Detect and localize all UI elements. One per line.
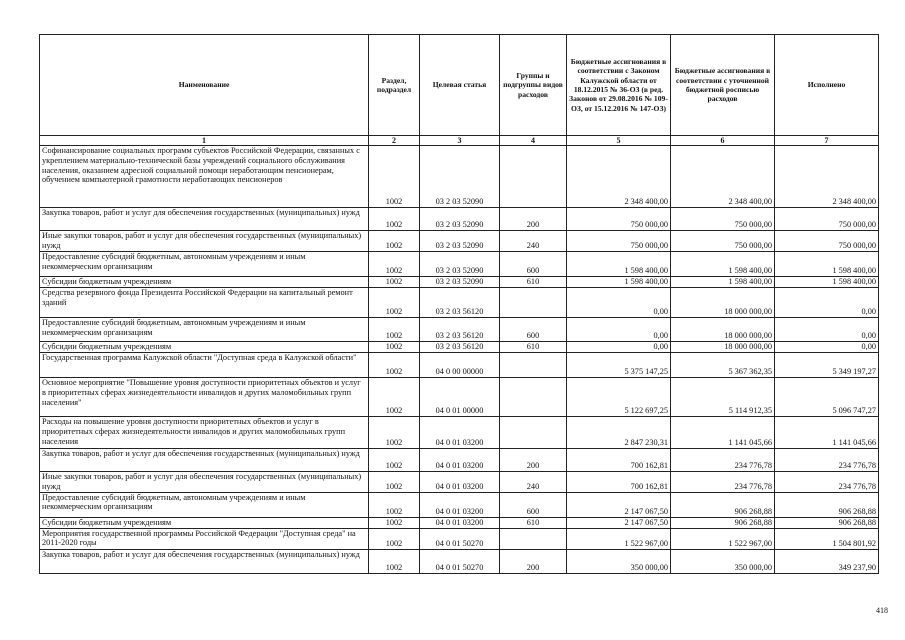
header-target-article: Целевая статья [420, 35, 500, 136]
row-law-amount: 0,00 [567, 342, 671, 353]
row-law-amount: 2 348 400,00 [567, 146, 671, 208]
table-row [40, 549, 879, 573]
row-target-code: 04 0 01 03200 [420, 492, 500, 517]
budget-execution-table [39, 34, 879, 574]
table-row [40, 208, 879, 231]
row-executed-amount: 1 141 045,66 [775, 417, 879, 449]
row-refined-amount: 1 141 045,66 [671, 417, 775, 449]
table-row [40, 342, 879, 353]
row-expense-group: 610 [500, 517, 567, 528]
header-section: Раздел, подраздел [369, 35, 420, 136]
row-executed-amount: 0,00 [775, 318, 879, 342]
row-section: 1002 [369, 231, 420, 252]
row-refined-amount: 5 114 912,35 [671, 378, 775, 417]
row-refined-amount: 234 776,78 [671, 472, 775, 493]
column-number: 6 [671, 136, 775, 146]
table-row [40, 146, 879, 208]
row-executed-amount: 234 776,78 [775, 449, 879, 472]
table-row [40, 449, 879, 472]
row-name: Закупка товаров, работ и услуг для обеспечения государственных (муниципальных) нужд [40, 549, 369, 573]
column-number: 1 [40, 136, 369, 146]
table-row [40, 252, 879, 277]
header-expense-groups: Группы и подгруппы видов расходов [500, 35, 567, 136]
row-name: Иные закупки товаров, работ и услуг для обеспечения государственных (муниципальных) нужд [40, 231, 369, 252]
row-refined-amount: 350 000,00 [671, 549, 775, 573]
row-section: 1002 [369, 342, 420, 353]
row-expense-group [500, 146, 567, 208]
row-section: 1002 [369, 549, 420, 573]
table-row [40, 277, 879, 288]
row-target-code: 03 2 03 52090 [420, 231, 500, 252]
row-law-amount: 2 147 067,50 [567, 517, 671, 528]
row-target-code: 03 2 03 52090 [420, 208, 500, 231]
row-executed-amount: 234 776,78 [775, 472, 879, 493]
row-refined-amount: 18 000 000,00 [671, 318, 775, 342]
row-expense-group: 200 [500, 208, 567, 231]
row-law-amount: 5 122 697,25 [567, 378, 671, 417]
table-row [40, 417, 879, 449]
column-number: 5 [567, 136, 671, 146]
row-name: Закупка товаров, работ и услуг для обеспечения государственных (муниципальных) нужд [40, 208, 369, 231]
row-section: 1002 [369, 277, 420, 288]
row-executed-amount: 349 237,90 [775, 549, 879, 573]
row-name: Закупка товаров, работ и услуг для обеспечения государственных (муниципальных) нужд [40, 449, 369, 472]
row-expense-group [500, 353, 567, 378]
row-expense-group: 610 [500, 342, 567, 353]
row-target-code: 03 2 03 52090 [420, 146, 500, 208]
row-law-amount: 750 000,00 [567, 231, 671, 252]
row-expense-group: 200 [500, 549, 567, 573]
row-refined-amount: 906 268,88 [671, 517, 775, 528]
row-name: Государственная программа Калужской области "Доступная среда в Калужской области" [40, 353, 369, 378]
table-row [40, 528, 879, 549]
header-law-allocations: Бюджетные ассигнования в соответствии с Законом Калужской области от 18.12.2015 № 36-ОЗ (в ред. Законов от 29.08.2016 № 109-ОЗ, от 15.12.2016 № 147-ОЗ) [567, 35, 671, 136]
row-section: 1002 [369, 378, 420, 417]
row-section: 1002 [369, 353, 420, 378]
row-refined-amount: 2 348 400,00 [671, 146, 775, 208]
row-section: 1002 [369, 417, 420, 449]
row-target-code: 03 2 03 56120 [420, 342, 500, 353]
row-refined-amount: 18 000 000,00 [671, 342, 775, 353]
page-number: 418 [876, 606, 888, 615]
table-row [40, 472, 879, 493]
row-name: Субсидии бюджетным учреждениям [40, 342, 369, 353]
table-row [40, 288, 879, 318]
row-law-amount: 700 162,81 [567, 449, 671, 472]
row-section: 1002 [369, 492, 420, 517]
row-section: 1002 [369, 318, 420, 342]
row-expense-group: 240 [500, 231, 567, 252]
row-refined-amount: 906 268,88 [671, 492, 775, 517]
table-row [40, 492, 879, 517]
column-number: 7 [775, 136, 879, 146]
row-target-code: 04 0 01 50270 [420, 549, 500, 573]
row-law-amount: 1 598 400,00 [567, 277, 671, 288]
row-executed-amount: 906 268,88 [775, 492, 879, 517]
column-number-row [40, 136, 879, 146]
row-target-code: 04 0 01 03200 [420, 472, 500, 493]
row-target-code: 04 0 01 03200 [420, 517, 500, 528]
row-executed-amount: 1 598 400,00 [775, 252, 879, 277]
row-expense-group: 600 [500, 492, 567, 517]
row-law-amount: 0,00 [567, 288, 671, 318]
row-executed-amount: 750 000,00 [775, 231, 879, 252]
table-row [40, 517, 879, 528]
row-refined-amount: 1 522 967,00 [671, 528, 775, 549]
table-row [40, 231, 879, 252]
row-name: Софинансирование социальных программ субъектов Российской Федерации, связанных с укреплением материально-технической базы учреждений социального обслуживания населения, оказанием адресной социальной помощи неработающим пенсионерам, обучением компьютерной грамотности неработающих пенсионеров [40, 146, 369, 208]
row-law-amount: 5 375 147,25 [567, 353, 671, 378]
row-target-code: 03 2 03 52090 [420, 277, 500, 288]
row-name: Предоставление субсидий бюджетным, автономным учреждениям и иным некоммерческим организациям [40, 252, 369, 277]
row-target-code: 04 0 01 03200 [420, 417, 500, 449]
row-executed-amount: 1 504 801,92 [775, 528, 879, 549]
row-target-code: 04 0 00 00000 [420, 353, 500, 378]
row-executed-amount: 0,00 [775, 288, 879, 318]
row-executed-amount: 5 349 197,27 [775, 353, 879, 378]
row-expense-group: 600 [500, 252, 567, 277]
column-number: 3 [420, 136, 500, 146]
row-executed-amount: 5 096 747,27 [775, 378, 879, 417]
row-target-code: 04 0 01 00000 [420, 378, 500, 417]
row-law-amount: 350 000,00 [567, 549, 671, 573]
row-name: Предоставление субсидий бюджетным, автономным учреждениям и иным некоммерческим организациям [40, 492, 369, 517]
header-refined-allocations: Бюджетные ассигнования в соответствии с уточненной бюджетной росписью расходов [671, 35, 775, 136]
row-expense-group: 200 [500, 449, 567, 472]
row-executed-amount: 0,00 [775, 342, 879, 353]
row-law-amount: 2 847 230,31 [567, 417, 671, 449]
table-row [40, 378, 879, 417]
row-refined-amount: 234 776,78 [671, 449, 775, 472]
row-name: Основное мероприятие "Повышение уровня доступности приоритетных объектов и услуг в приоритетных сферах жизнедеятельности инвалидов и других маломобильных групп населения" [40, 378, 369, 417]
row-expense-group [500, 417, 567, 449]
row-target-code: 03 2 03 56120 [420, 288, 500, 318]
row-law-amount: 0,00 [567, 318, 671, 342]
column-number: 4 [500, 136, 567, 146]
row-refined-amount: 1 598 400,00 [671, 277, 775, 288]
row-expense-group [500, 528, 567, 549]
row-expense-group [500, 288, 567, 318]
column-number: 2 [369, 136, 420, 146]
row-name: Расходы на повышение уровня доступности приоритетных объектов и услуг в приоритетных сферах жизнедеятельности инвалидов и других маломобильных групп населения [40, 417, 369, 449]
row-refined-amount: 1 598 400,00 [671, 252, 775, 277]
row-target-code: 03 2 03 56120 [420, 318, 500, 342]
row-section: 1002 [369, 517, 420, 528]
table-row [40, 353, 879, 378]
header-name: Наименование [40, 35, 369, 136]
row-expense-group [500, 378, 567, 417]
row-executed-amount: 1 598 400,00 [775, 277, 879, 288]
row-section: 1002 [369, 472, 420, 493]
row-executed-amount: 906 268,88 [775, 517, 879, 528]
row-executed-amount: 750 000,00 [775, 208, 879, 231]
header-executed: Исполнено [775, 35, 879, 136]
row-law-amount: 1 522 967,00 [567, 528, 671, 549]
row-name: Субсидии бюджетным учреждениям [40, 277, 369, 288]
row-section: 1002 [369, 288, 420, 318]
row-name: Иные закупки товаров, работ и услуг для обеспечения государственных (муниципальных) нужд [40, 472, 369, 493]
row-section: 1002 [369, 528, 420, 549]
row-name: Средства резервного фонда Президента Российской Федерации на капитальный ремонт зданий [40, 288, 369, 318]
row-section: 1002 [369, 449, 420, 472]
row-law-amount: 2 147 067,50 [567, 492, 671, 517]
row-name: Предоставление субсидий бюджетным, автономным учреждениям и иным некоммерческим организациям [40, 318, 369, 342]
row-expense-group: 610 [500, 277, 567, 288]
row-section: 1002 [369, 252, 420, 277]
row-name: Мероприятия государственной программы Российской Федерации "Доступная среда" на 2011-2020 годы [40, 528, 369, 549]
row-refined-amount: 5 367 362,35 [671, 353, 775, 378]
row-refined-amount: 18 000 000,00 [671, 288, 775, 318]
row-refined-amount: 750 000,00 [671, 208, 775, 231]
row-section: 1002 [369, 208, 420, 231]
row-executed-amount: 2 348 400,00 [775, 146, 879, 208]
row-name: Субсидии бюджетным учреждениям [40, 517, 369, 528]
row-law-amount: 1 598 400,00 [567, 252, 671, 277]
table-header-row [40, 35, 879, 136]
row-expense-group: 600 [500, 318, 567, 342]
row-law-amount: 750 000,00 [567, 208, 671, 231]
row-refined-amount: 750 000,00 [671, 231, 775, 252]
row-expense-group: 240 [500, 472, 567, 493]
table-body [40, 146, 879, 574]
row-target-code: 04 0 01 03200 [420, 449, 500, 472]
row-target-code: 03 2 03 52090 [420, 252, 500, 277]
row-section: 1002 [369, 146, 420, 208]
table-row [40, 318, 879, 342]
row-law-amount: 700 162,81 [567, 472, 671, 493]
row-target-code: 04 0 01 50270 [420, 528, 500, 549]
